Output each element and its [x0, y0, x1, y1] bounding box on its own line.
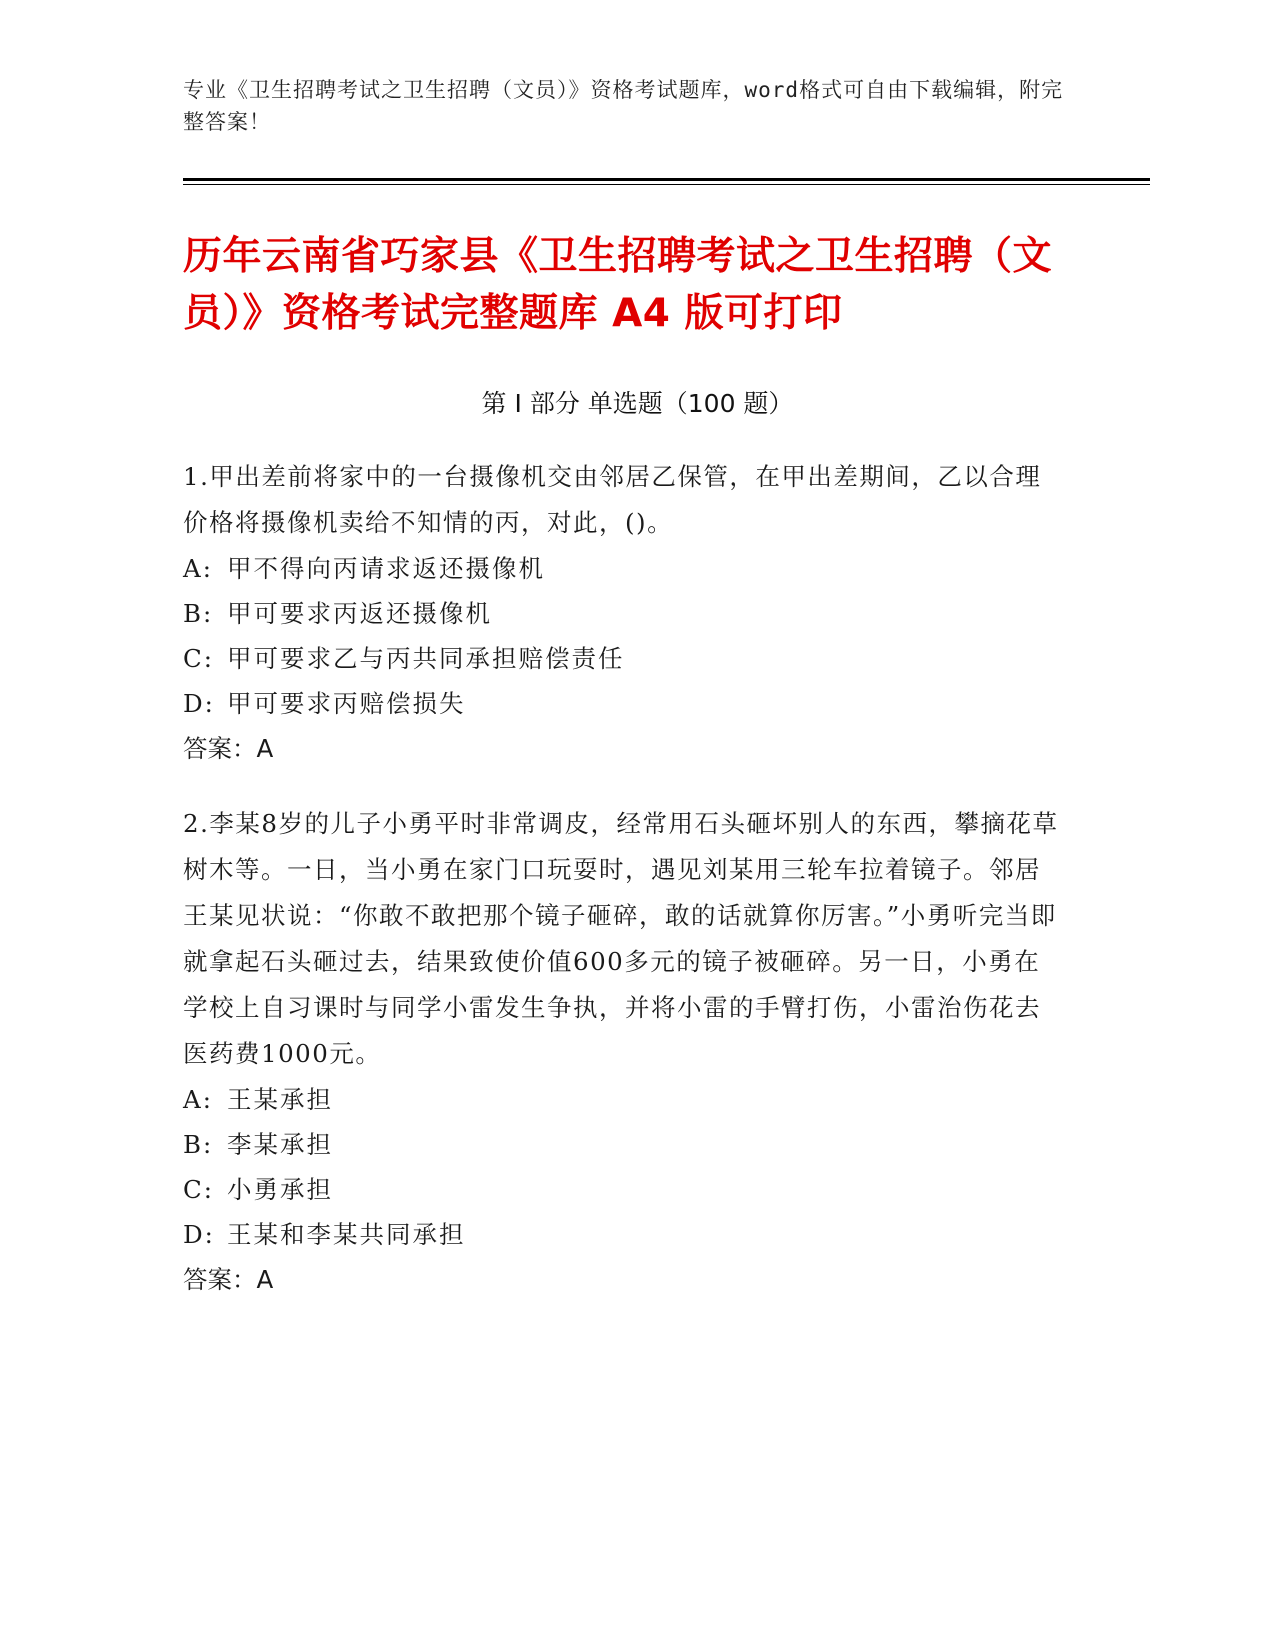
option-text: 小勇承担 — [227, 1175, 333, 1204]
answer-line: 答案：A — [183, 1265, 274, 1294]
option-text: 甲不得向丙请求返还摄像机 — [227, 554, 545, 583]
option-key: C: — [183, 644, 215, 673]
option-b — [183, 591, 1063, 636]
option-c — [183, 1167, 1063, 1212]
option-key: B: — [183, 1130, 214, 1159]
header-note: 专业《卫生招聘考试之卫生招聘（文员）》资格考试题库，word格式可自由下载编辑，附完整答案！ — [183, 78, 1064, 134]
option-c — [183, 636, 1063, 681]
option-key: B: — [183, 599, 214, 628]
option-text: 甲可要求乙与丙共同承担赔偿责任 — [227, 644, 625, 673]
option-text: 甲可要求丙赔偿损失 — [227, 689, 466, 718]
option-a — [183, 546, 1063, 591]
question-stem: 2.李某8岁的儿子小勇平时非常调皮，经常用石头砸坏别人的东西，攀摘花草树木等。一日，当小勇在家门口玩耍时，遇见刘某用三轮车拉着镜子。邻居王某见状说：“你敢不敢把那个镜子砸碎，敢的话就算你厉害。”小勇听完当即就拿起石头砸过去，结果致使价值600多元的镜子被砸碎。另一日，小勇在学校上自习课时与同学小雷发生争执，并将小雷的手臂打伤，小雷治伤花去医药费1000元。 — [183, 809, 1059, 1068]
option-text: 王某承担 — [227, 1085, 333, 1114]
header-divider-thick — [183, 178, 1150, 181]
option-text: 甲可要求丙返还摄像机 — [227, 599, 492, 628]
option-key: A: — [183, 1085, 213, 1114]
document-title: 历年云南省巧家县《卫生招聘考试之卫生招聘（文员）》资格考试完整题库 A4 版可打印 — [183, 234, 1053, 336]
option-key: D: — [183, 1220, 215, 1249]
question-2 — [183, 801, 1063, 1302]
option-key: D: — [183, 689, 215, 718]
option-key: A: — [183, 554, 213, 583]
question-1 — [183, 454, 1063, 771]
answer-line: 答案：A — [183, 734, 274, 763]
header-divider-thin — [183, 184, 1150, 185]
option-b — [183, 1122, 1063, 1167]
option-text: 王某和李某共同承担 — [227, 1220, 466, 1249]
option-d — [183, 681, 1063, 726]
option-text: 李某承担 — [227, 1130, 333, 1159]
question-stem: 1.甲出差前将家中的一台摄像机交由邻居乙保管，在甲出差期间，乙以合理价格将摄像机卖给不知情的丙，对此，()。 — [183, 462, 1042, 537]
option-key: C: — [183, 1175, 215, 1204]
option-d — [183, 1212, 1063, 1257]
section-title: 第 I 部分 单选题（100 题） — [481, 389, 794, 418]
option-a — [183, 1077, 1063, 1122]
